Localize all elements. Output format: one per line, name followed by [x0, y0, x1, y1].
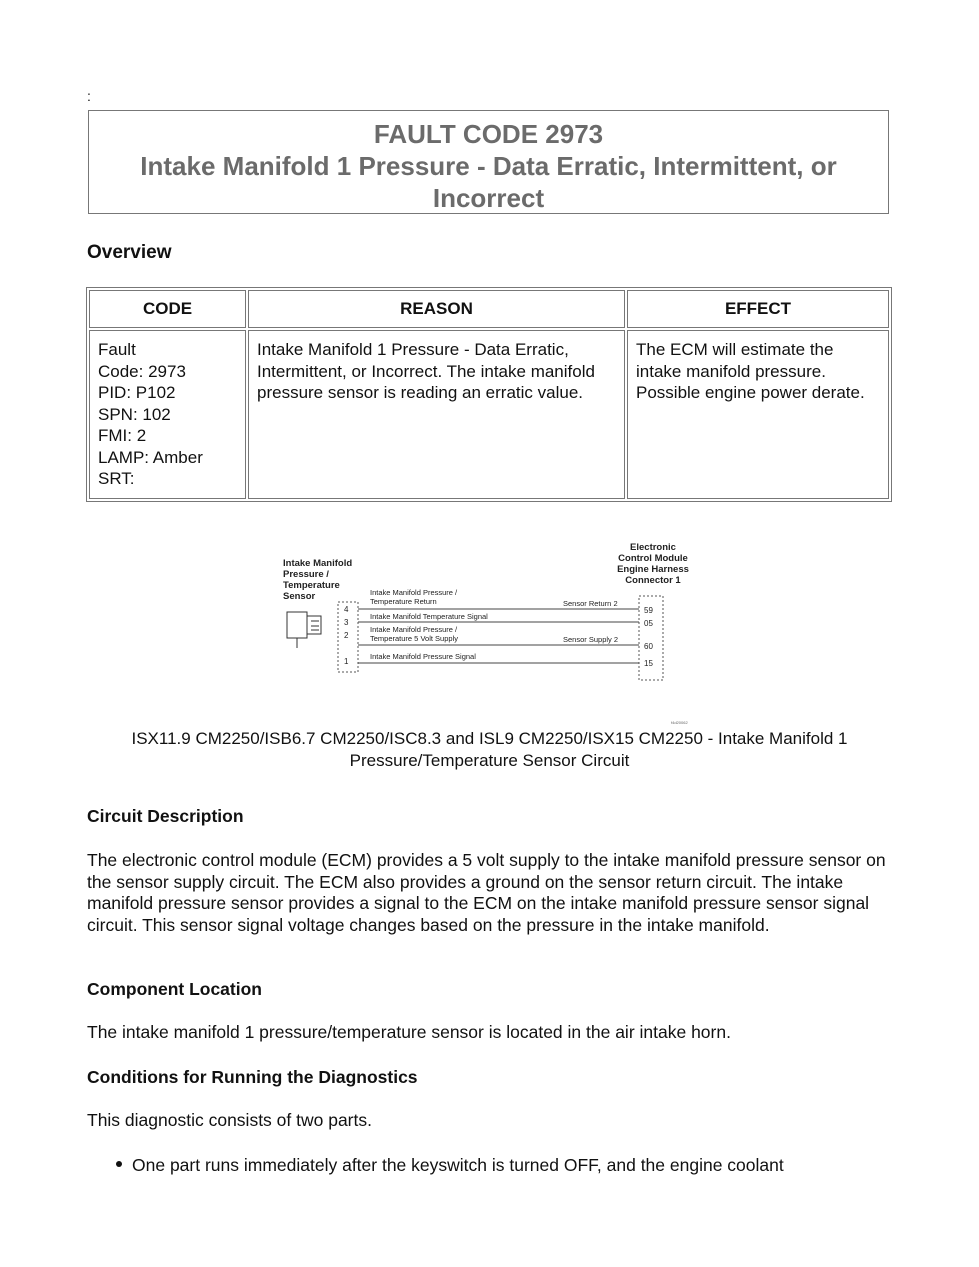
- wire-labels: [370, 588, 618, 661]
- figure-caption: ISX11.9 CM2250/ISB6.7 CM2250/ISC8.3 and ISL9 CM2250/ISX15 CM2250 - Intake Manifold 1 Pressure/Temperature Sensor Circuit: [131, 729, 848, 770]
- conditions-heading: Conditions for Running the Diagnostics: [87, 1067, 418, 1087]
- page-marker: :: [87, 88, 91, 104]
- wire-label: Intake Manifold Pressure /: [370, 588, 458, 597]
- sensor-label-line: Intake Manifold: [283, 558, 353, 569]
- component-location-heading: Component Location: [87, 979, 262, 999]
- cell-reason: Intake Manifold 1 Pressure - Data Erratic, Intermittent, or Incorrect. The intake manifold pressure sensor is reading an erratic value.: [248, 330, 625, 499]
- ecm-label-line: Connector 1: [625, 575, 681, 586]
- pin-left: 4: [344, 605, 349, 614]
- wire-label: Temperature Return: [370, 597, 437, 606]
- pin-left: 2: [344, 631, 349, 640]
- conditions-text: This diagnostic consists of two parts.: [87, 1110, 372, 1130]
- wire-label: Intake Manifold Pressure Signal: [370, 652, 476, 661]
- pin-left: 1: [344, 657, 349, 666]
- wire-right-label: Sensor Return 2: [563, 599, 618, 608]
- pin-left: 3: [344, 618, 349, 627]
- list-item: [116, 1155, 896, 1176]
- wire-label: Temperature 5 Volt Supply: [370, 634, 458, 643]
- table-row: [89, 330, 889, 499]
- list-item-text: One part runs immediately after the keyswitch is turned OFF, and the engine coolant: [132, 1155, 784, 1175]
- header-effect: EFFECT: [627, 290, 889, 328]
- title-box: [88, 110, 889, 214]
- bullet-icon: [116, 1161, 122, 1167]
- circuit-description-text: The electronic control module (ECM) provides a 5 volt supply to the intake manifold pressure sensor on the sensor supply circuit. The ECM also provides a ground on the sensor return circuit. The intake manifold pressure sensor provides a signal to the ECM on the intake manifold pressure sensor signal circuit. This sensor signal voltage changes based on the pressure in the intake manifold.: [87, 850, 886, 935]
- sensor-label-line: Pressure /: [283, 569, 329, 580]
- circuit-description-heading: Circuit Description: [87, 806, 244, 826]
- header-code: CODE: [89, 290, 246, 328]
- table-header-row: [89, 290, 889, 328]
- component-location-text: The intake manifold 1 pressure/temperature sensor is located in the air intake horn.: [87, 1022, 731, 1042]
- ecm-label-line: Engine Harness: [617, 564, 689, 575]
- figure-id: f4d20062: [671, 720, 688, 725]
- sensor-label: [283, 558, 352, 602]
- cell-code: Fault Code: 2973 PID: P102 SPN: 102 FMI: 2 LAMP: Amber SRT:: [89, 330, 246, 499]
- sensor-label-line: Temperature: [283, 580, 340, 591]
- ecm-label: [617, 542, 689, 586]
- pin-right: 05: [644, 619, 653, 628]
- header-reason: REASON: [248, 290, 625, 328]
- fault-code-description: Intake Manifold 1 Pressure - Data Erratic, Intermittent, or Incorrect: [140, 151, 837, 213]
- pin-right: 59: [644, 606, 653, 615]
- pin-right: 15: [644, 659, 653, 668]
- wire-label: Intake Manifold Pressure /: [370, 625, 458, 634]
- fault-code-title: FAULT CODE 2973: [373, 119, 604, 149]
- overview-table: [86, 287, 892, 502]
- wire-label: Intake Manifold Temperature Signal: [370, 612, 488, 621]
- circuit-diagram: [275, 536, 705, 726]
- pin-right: 60: [644, 642, 653, 651]
- cell-effect: The ECM will estimate the intake manifold pressure. Possible engine power derate.: [627, 330, 889, 499]
- sensor-symbol: [287, 612, 321, 648]
- sensor-label-line: Sensor: [283, 591, 316, 602]
- overview-heading: Overview: [87, 242, 172, 263]
- wire-right-label: Sensor Supply 2: [563, 635, 619, 644]
- ecm-label-line: Control Module: [618, 553, 688, 564]
- right-pins: [644, 606, 653, 668]
- left-pins: [344, 605, 349, 666]
- ecm-label-line: Electronic: [630, 542, 676, 553]
